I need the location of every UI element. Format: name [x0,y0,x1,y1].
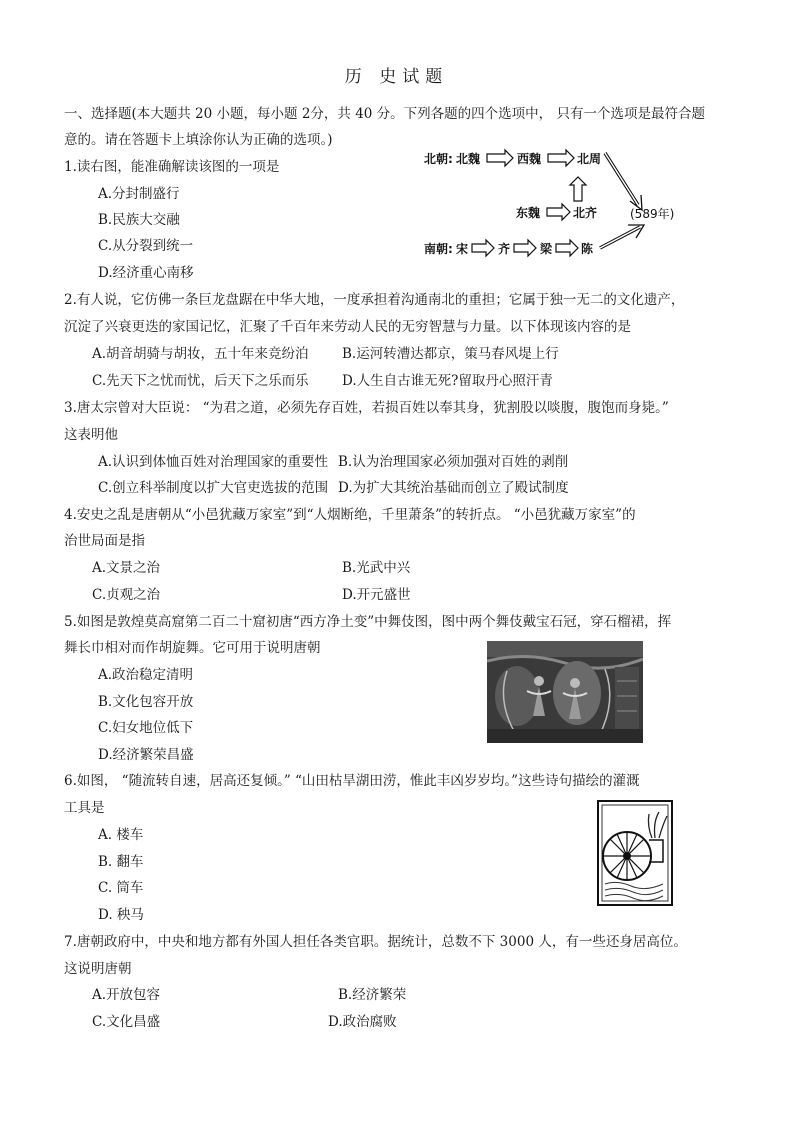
q2-option-b: B.运河转漕达都京，策马春风堤上行 [342,346,559,362]
q1-option-c: C.从分裂到统一 [98,238,194,254]
q6-option-d: D. 秧马 [98,907,144,923]
q5-option-b: B.文化包容开放 [98,694,194,710]
unification-year-label: (589年) [630,207,675,221]
q6-option-a: A. 楼车 [98,827,144,843]
section-instructions-line-1: 一、选择题(本大题共 20 小题，每小题 2分，共 40 分。下列各题的四个选项中， 只有一个选项是最符合题 [64,106,705,122]
q1-option-d: D.经济重心南移 [98,265,194,281]
chen-dynasty-label: 陈 [581,242,594,256]
q3-stem-line-1: 3.唐太宗曾对大臣说： “为君之道，必须先存百姓，若损百姓以奉其身，犹割股以啖腹，腹饱而身毙。” [64,400,669,416]
q4-option-a: A.文景之治 [92,560,161,576]
arrow-song-to-qi [472,240,494,256]
arrow-western-wei-to-northern-zhou [548,150,574,166]
dunhuang-dancers-image [487,641,643,743]
q7-option-b: B.经济繁荣 [338,987,407,1003]
q1-stem: 1.读右图，能准确解读该图的一项是 [64,159,280,175]
north-dynasties-label: 北朝: [424,152,453,166]
q4-stem-line-1: 4.安史之乱是唐朝从“小邑犹藏万家室”到“人烟断绝，千里萧条”的转折点。 “小邑犹藏万家室”的 [64,507,636,523]
q5-stem-line-1: 5.如图是敦煌莫高窟第二百二十窟初唐“西方净土变”中舞伎图，图中两个舞伎戴宝石冠，穿石榴裙，挥 [64,614,672,630]
q5-option-d: D.经济繁荣昌盛 [98,747,194,763]
q2-option-c: C.先天下之忧而忧，后天下之乐而乐 [92,373,309,389]
q7-option-a: A.开放包容 [92,987,161,1003]
arrow-north-wei-to-western-wei [487,150,513,166]
song-dynasty-label: 宋 [456,242,469,256]
q3-option-d: D.为扩大其统治基础而创立了殿试制度 [338,480,569,496]
q2-stem-line-1: 2.有人说，它仿佛一条巨龙盘踞在中华大地，一度承担着沟通南北的重担；它属于独一无二的文化遗产， [64,292,685,308]
qi-dynasty-label: 齐 [498,242,511,256]
q3-option-a: A.认识到体恤百姓对治理国家的重要性 [98,454,329,470]
section-instructions-line-2: 意的。请在答题卡上填涂你认为正确的选项。) [64,132,333,148]
q7-stem-line-2: 这说明唐朝 [64,961,132,977]
liang-dynasty-label: 梁 [540,242,553,256]
q4-option-b: B.光武中兴 [342,560,411,576]
q5-stem-line-2: 舞长巾相对而作胡旋舞。它可用于说明唐朝 [64,640,321,656]
q4-stem-line-2: 治世局面是指 [64,533,145,549]
q7-stem-line-1: 7.唐朝政府中，中央和地方都有外国人担任各类官职。据统计，总数不下 3000 人，有一些还身居高位。 [64,934,687,950]
q7-option-d: D.政治腐败 [328,1014,397,1030]
q1-option-b: B.民族大交融 [98,212,180,228]
q6-stem-line-2: 工具是 [64,800,105,816]
q2-option-a: A.胡音胡骑与胡妆，五十年来竞纷泊 [92,346,309,362]
q6-option-c: C. 筒车 [98,880,144,896]
western-wei-label: 西魏 [517,152,542,166]
arrow-qi-to-liang [514,240,536,256]
q3-stem-line-2: 这表明他 [64,427,118,443]
q5-option-a: A.政治稳定清明 [98,667,194,683]
page-title: 历 史试题 [344,67,449,87]
q4-option-c: C.贞观之治 [92,587,161,603]
q6-option-b: B. 翻车 [98,854,144,870]
q3-option-c: C.创立科举制度以扩大官吏选拔的范围 [98,480,329,496]
north-wei-label: 北魏 [456,152,481,166]
q1-option-a: A.分封制盛行 [98,186,180,202]
q2-option-d: D.人生自古谁无死?留取丹心照汗青 [342,373,553,389]
arrow-eastern-wei-to-northern-qi [547,204,570,220]
arrow-northern-qi-to-northern-zhou [570,177,586,201]
q5-option-c: C.妇女地位低下 [98,720,194,736]
q6-stem-line-1: 6.如图， “随流转自速，居高还复倾。” “山田枯旱湖田涝，惟此丰凶岁岁均。”这些诗句描绘的灌溉 [64,773,640,789]
northern-qi-label: 北齐 [573,206,598,220]
q4-option-d: D.开元盛世 [342,587,411,603]
dynasty-diagram [420,145,690,270]
q2-stem-line-2: 沉淀了兴衰更迭的家国记忆，汇聚了千百年来劳动人民的无穷智慧与力量。以下体现该内容的是 [64,319,631,335]
q3-option-b: B.认为治理国家必须加强对百姓的剥削 [338,454,569,470]
arrow-liang-to-chen [556,240,578,256]
south-dynasties-label: 南朝: [424,242,453,256]
eastern-wei-label: 东魏 [516,206,541,220]
q7-option-c: C.文化昌盛 [92,1014,161,1030]
northern-zhou-label: 北周 [577,152,602,166]
water-wheel-image [597,800,673,906]
